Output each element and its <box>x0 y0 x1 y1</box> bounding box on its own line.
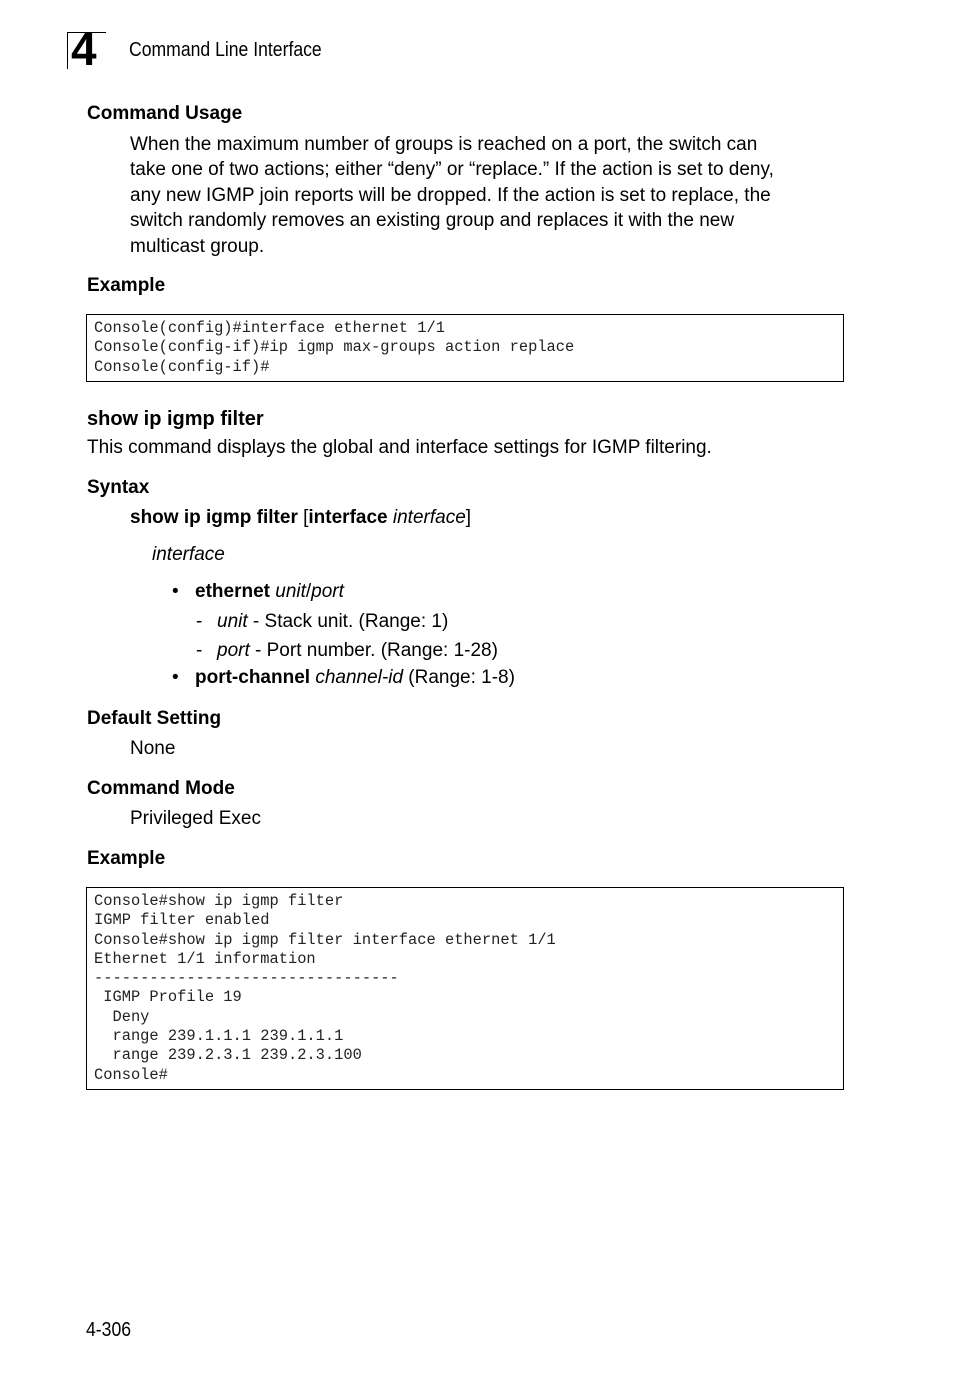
code-line: range 239.1.1.1 239.1.1.1 <box>94 1027 344 1046</box>
paragraph-line: any new IGMP join reports will be dropped. If the action is set to replace, the <box>130 184 771 206</box>
chapter-number: 4 <box>71 23 96 75</box>
command-mode-value: Privileged Exec <box>130 808 261 829</box>
command-mode-heading: Command Mode <box>87 778 235 799</box>
bullet-keyword: ethernet <box>195 581 270 602</box>
example-heading: Example <box>87 848 166 869</box>
paragraph-line: multicast group. <box>130 235 265 257</box>
paragraph-line: When the maximum number of groups is reached on a port, the switch can <box>130 134 758 155</box>
paragraph-line: switch randomly removes an existing group and replaces it with the new <box>130 210 735 232</box>
bullet-marker: • <box>172 581 179 602</box>
code-line: Console#show ip igmp filter interface ethernet 1/1 <box>94 930 556 949</box>
syntax-keyword: interface <box>308 507 388 528</box>
command-usage-heading: Command Usage <box>87 103 243 124</box>
sub-item-marker: - <box>196 611 203 632</box>
bullet-item-port-channel <box>195 666 515 690</box>
code-example-box <box>86 887 844 1090</box>
sub-item-param: unit <box>217 611 248 632</box>
code-line: IGMP Profile 19 <box>94 988 242 1007</box>
paragraph-line: take one of two actions; either “deny” or “replace.” If the action is set to deny, <box>130 159 774 181</box>
example-heading: Example <box>87 275 166 296</box>
syntax-open-bracket: [ <box>297 507 309 528</box>
parameter-name-text: interface <box>152 544 225 565</box>
code-line: Console#show ip igmp filter <box>94 892 344 910</box>
bullet-item-ethernet <box>195 580 344 604</box>
code-line: Console(config-if)# <box>94 357 270 376</box>
sub-item-unit <box>217 610 448 634</box>
sub-item-port <box>217 639 498 663</box>
code-line: Deny <box>94 1007 150 1026</box>
code-line: Ethernet 1/1 information <box>94 949 316 968</box>
code-line: Console# <box>94 1065 168 1084</box>
bullet-param: channel-id <box>315 667 404 688</box>
sub-item-marker: - <box>196 640 203 661</box>
bullet-keyword: port-channel <box>195 667 311 688</box>
syntax-line <box>130 505 471 530</box>
command-description: This command displays the global and interface settings for IGMP filtering. <box>87 437 712 458</box>
bullet-range: (Range: 1-8) <box>403 667 515 688</box>
command-title: show ip igmp filter <box>87 408 264 430</box>
syntax-command: show ip igmp filter <box>130 507 298 528</box>
syntax-param: interface <box>392 507 466 528</box>
command-usage-paragraph <box>130 132 850 259</box>
bullet-param: port <box>311 581 344 602</box>
default-setting-value: None <box>130 738 176 759</box>
parameter-name <box>152 542 225 567</box>
code-line: Console(config-if)#ip igmp max-groups action replace <box>94 338 575 357</box>
bullet-slash: / <box>305 581 312 602</box>
page-number: 4-306 <box>86 1319 132 1341</box>
sub-item-param: port <box>217 640 250 661</box>
code-line: --------------------------------- <box>94 969 399 988</box>
sub-item-desc: - Stack unit. (Range: 1) <box>247 611 449 632</box>
default-setting-heading: Default Setting <box>87 708 222 729</box>
syntax-close-bracket: ] <box>465 507 472 528</box>
bullet-marker: • <box>172 667 179 688</box>
syntax-heading: Syntax <box>87 477 150 498</box>
code-line: range 239.2.3.1 239.2.3.100 <box>94 1046 362 1065</box>
running-header-title: Command Line Interface <box>129 39 322 61</box>
sub-item-desc: - Port number. (Range: 1-28) <box>249 640 498 661</box>
bullet-param: unit <box>275 581 306 602</box>
code-line: IGMP filter enabled <box>94 911 270 930</box>
code-line: Console(config)#interface ethernet 1/1 <box>94 319 445 337</box>
code-example-box <box>86 314 844 382</box>
